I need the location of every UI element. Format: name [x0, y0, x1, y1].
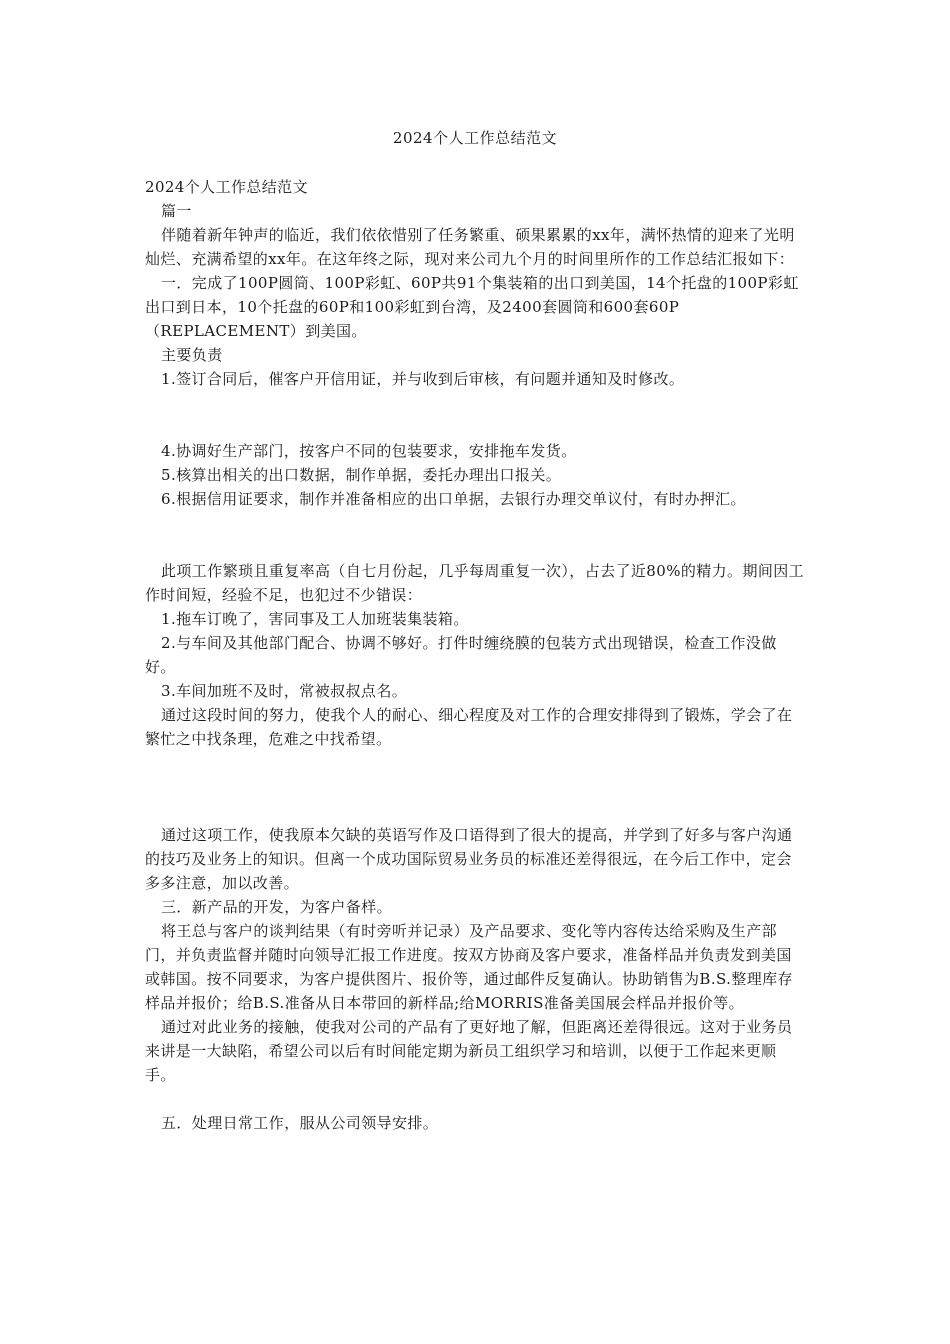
paragraph-reflection: 通过这段时间的努力，使我个人的耐心、细心程度及对工作的合理安排得到了锻炼，学会了在繁忙之中找条理，危难之中找希望。: [145, 706, 793, 748]
blank-gap: [145, 751, 805, 823]
section-label: 篇一: [161, 202, 192, 220]
paragraph-intro: 伴随着新年钟声的临近，我们依依惜别了任务繁重、硕果累累的xx年，满怀热情的迎来了光明灿烂、充满希望的xx年。在这年终之际，现对来公司九个月的时间里所作的工作总结汇报如下：: [145, 226, 795, 268]
paragraph-responsibilities: 主要负责: [161, 346, 223, 364]
paragraph-new-products: 将王总与客户的谈判结果（有时旁听并记录）及产品要求、变化等内容传达给采购及生产部门，并负责监督并随时向领导汇报工作进度。按双方协商及客户要求，准备样品并负责发到美国或韩国。按不同要求，为客户提供图片、报价等，通过邮件反复确认。协助销售为B.S.整理库存样品并报价；给B.S.准备从日本带回的新样品;给MORRIS准备美国展会样品并报价等。: [145, 922, 793, 1012]
paragraph-improvement: 通过这项工作，使我原本欠缺的英语写作及口语得到了很大的提高，并学到了好多与客户沟通的技巧及业务上的知识。但离一个成功国际贸易业务员的标准还差得很远，在今后工作中，定会多多注意，加以改善。: [145, 826, 793, 892]
list-item: 6.根据信用证要求，制作并准备相应的出口单据，去银行办理交单议付，有时办押汇。: [161, 490, 746, 508]
list-item: 3.车间加班不及时，常被叔叔点名。: [161, 682, 408, 700]
list-item: 4.协调好生产部门，按客户不同的包装要求，安排拖车发货。: [161, 442, 577, 460]
paragraph-item-5: 五．处理日常工作，服从公司领导安排。: [161, 1114, 439, 1132]
document-body: [145, 175, 805, 1135]
document-heading: 2024个人工作总结范文: [145, 178, 308, 196]
list-item: 2.与车间及其他部门配合、协调不够好。打件时缠绕膜的包装方式出现错误，检查工作没做好。: [145, 634, 777, 676]
list-item: 1.拖车订晚了，害同事及工人加班装集装箱。: [161, 610, 469, 628]
list-item: 5.核算出相关的出口数据，制作单据，委托办理出口报关。: [161, 466, 562, 484]
document-title: 2024个人工作总结范文: [392, 129, 558, 147]
paragraph-workload: 此项工作繁琐且重复率高（自七月份起，几乎每周重复一次），占去了近80%的精力。期间因工作时间短，经验不足，也犯过不少错误：: [145, 562, 805, 604]
blank-gap: [145, 1087, 805, 1111]
paragraph-item-1: 一．完成了100P圆筒、100P彩虹、60P共91个集装箱的出口到美国，14个托盘的100P彩虹出口到日本，10个托盘的60P和100彩虹到台湾，及2400套圆筒和600套60P（REPLACEMENT）到美国。: [145, 274, 799, 340]
list-item: 1.签订合同后，催客户开信用证，并与收到后审核，有问题并通知及时修改。: [161, 370, 685, 388]
blank-gap: [145, 391, 805, 439]
paragraph-item-3: 三．新产品的开发，为客户备样。: [161, 898, 393, 916]
blank-gap: [145, 511, 805, 559]
paragraph-feedback: 通过对此业务的接触，使我对公司的产品有了更好地了解，但距离还差得很远。这对于业务员来讲是一大缺陷，希望公司以后有时间能定期为新员工组织学习和培训，以便于工作起来更顺手。: [145, 1018, 793, 1084]
